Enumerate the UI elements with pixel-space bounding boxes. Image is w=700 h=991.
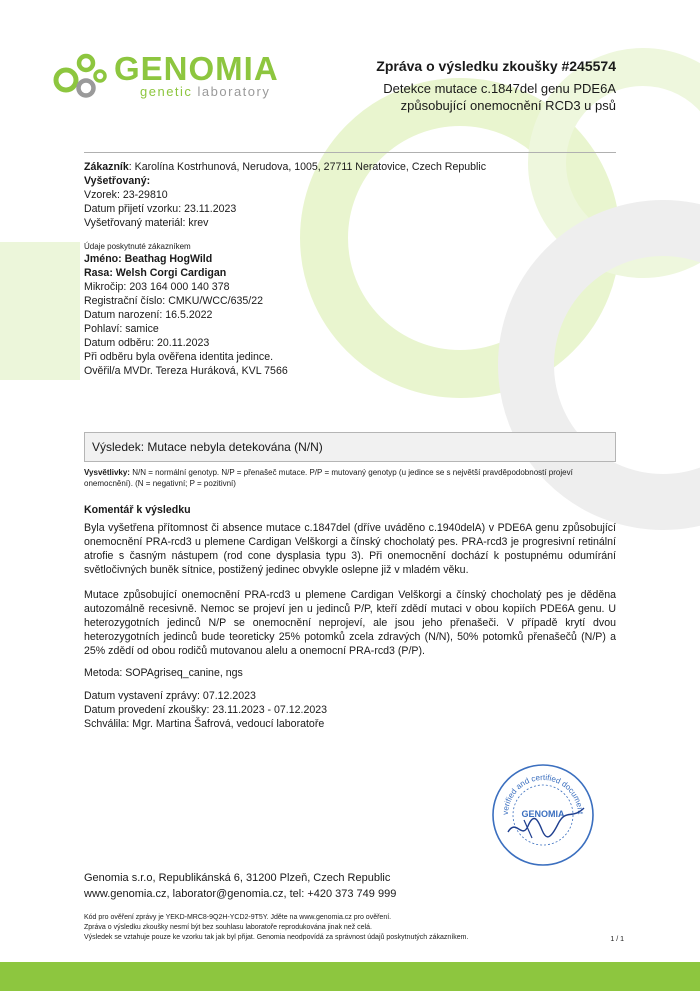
header-divider <box>84 152 616 153</box>
approved-by: Schválila: Mgr. Martina Šafrová, vedoucí laboratoře <box>84 718 325 730</box>
performed-date: Datum provedení zkoušky: 23.11.2023 - 07.12.2023 <box>84 704 328 716</box>
collection-date: Datum odběru: 20.11.2023 <box>84 337 210 349</box>
footer-green-bar <box>0 962 700 991</box>
logo-sub-laboratory: laboratory <box>197 84 271 99</box>
comment-paragraph-2: Mutace způsobující onemocnění PRA-rcd3 u plemene Cardigan Velškorgi a čínský chocholatý pes je děděna autozomálně recesivně. Nemoc se projeví jen u jedinců P/P, kteří zdědí mutaci v obou kopiích PDE6A genu. U heterozygotních jedinců N/P se onemocnění neprojeví, ale jsou jeho přenašeči. V případě krytí dvou heterozygotních jedinců bude teoreticky 25% potomků zcela zdravých (N/N), 50% potomků přenašečů (N/P) a 25% zdědí od obou rodičů mutovanou alelu a onemocní PRA-rcd3 (P/P). <box>84 589 616 657</box>
method: Metoda: SOPAgriseq_canine, ngs <box>84 667 243 679</box>
footer-notes <box>84 913 468 943</box>
stamp-ring-text: verified and certified document <box>500 772 586 816</box>
issued-date: Datum vystavení zprávy: 07.12.2023 <box>84 690 256 702</box>
legend-text: N/N = normální genotyp. N/P = přenašeč mutace. P/P = mutovaný genotyp (u jedince se s největší pravděpodobností projeví onemocnění). (N = negativní; P = pozitivní) <box>84 468 573 488</box>
sample-id: Vzorek: 23-29810 <box>84 189 168 201</box>
legend <box>84 467 616 489</box>
logo-sub-genetic: genetic <box>140 84 193 99</box>
certification-stamp <box>488 760 598 870</box>
liability-note: Výsledek se vztahuje pouze ke vzorku tak jak byl přijat. Genomia neodpovídá za správnost údajů poskytnutých zákazníkem. <box>84 934 469 941</box>
examined-label: Vyšetřovaný: <box>84 175 151 187</box>
verification-code-note: Kód pro ověření zprávy je YEKD-MRC8-9Q2H-YCD2-9T5Y. Jděte na www.genomia.cz pro ověření. <box>84 914 392 921</box>
received-date: Datum přijetí vzorku: 23.11.2023 <box>84 203 237 215</box>
registration-number: Registrační číslo: CMKU/WCC/635/22 <box>84 295 263 307</box>
stamp-graphic <box>488 760 598 870</box>
customer-label: Zákazník <box>84 161 129 173</box>
logo-subtitle <box>140 84 270 99</box>
decorative-side-block <box>0 242 80 380</box>
verified-by: Ověřil/a MVDr. Tereza Huráková, KVL 7566 <box>84 365 288 377</box>
animal-block <box>84 252 484 378</box>
legend-label: Vysvětlivky: <box>84 468 130 477</box>
material: Vyšetřovaný materiál: krev <box>84 217 209 229</box>
comment-title: Komentář k výsledku <box>84 504 191 516</box>
sex: Pohlaví: samice <box>84 323 159 335</box>
genomia-logo <box>52 48 292 100</box>
animal-breed: Rasa: Welsh Corgi Cardigan <box>84 267 227 279</box>
report-subtitle <box>383 80 616 114</box>
report-title: Zpráva o výsledku zkoušky #245574 <box>376 58 616 74</box>
customer-line <box>84 160 624 174</box>
customer-block <box>84 160 624 230</box>
reproduction-note: Zpráva o výsledku zkoušky nesmí být bez souhlasu laboratoře reprodukována jinak než celá. <box>84 924 372 931</box>
page-number: 1 / 1 <box>610 936 624 943</box>
customer-data-note: Údaje poskytnuté zákazníkem <box>84 242 191 251</box>
stamp-center-text: GENOMIA <box>521 809 565 819</box>
animal-name: Jméno: Beathag HogWild <box>84 253 213 265</box>
comment-paragraph-1: Byla vyšetřena přítomnost či absence mutace c.1847del (dříve uváděno c.1940delA) v PDE6A genu způsobující onemocnění PRA-rcd3 u plemene Cardigan Velškorgi a čínský chocholatý pes. PRA-rcd3 je progresivní retinální atrofie s časným nástupem (rod cone dysplasia typu 3). Při onemocnění dochází k postupnému odumírání světločivných buněk sítnice, postižený jedinec obvykle oslepne již v mladém věku. <box>84 522 616 576</box>
footer-address-line-2: www.genomia.cz, laborator@genomia.cz, tel: +420 373 749 999 <box>84 888 397 900</box>
footer-address-line-1: Genomia s.r.o, Republikánská 6, 31200 Plzeň, Czech Republic <box>84 872 391 884</box>
report-subtitle-line-1: Detekce mutace c.1847del genu PDE6A <box>383 81 616 96</box>
footer-address <box>84 870 396 902</box>
microchip: Mikročip: 203 164 000 140 378 <box>84 281 230 293</box>
birth-date: Datum narození: 16.5.2022 <box>84 309 213 321</box>
logo-icon <box>52 50 112 100</box>
customer-value: : Karolína Kostrhunová, Nerudova, 1005, 27711 Neratovice, Czech Republic <box>128 161 487 173</box>
result-box <box>84 432 616 462</box>
dates-block <box>84 689 327 731</box>
result-text: Výsledek: Mutace nebyla detekována (N/N) <box>92 440 323 454</box>
identity-note: Při odběru byla ověřena identita jedince. <box>84 351 274 363</box>
report-subtitle-line-2: způsobující onemocnění RCD3 u psů <box>400 98 616 113</box>
logo-wordmark: GENOMIA <box>114 50 279 87</box>
